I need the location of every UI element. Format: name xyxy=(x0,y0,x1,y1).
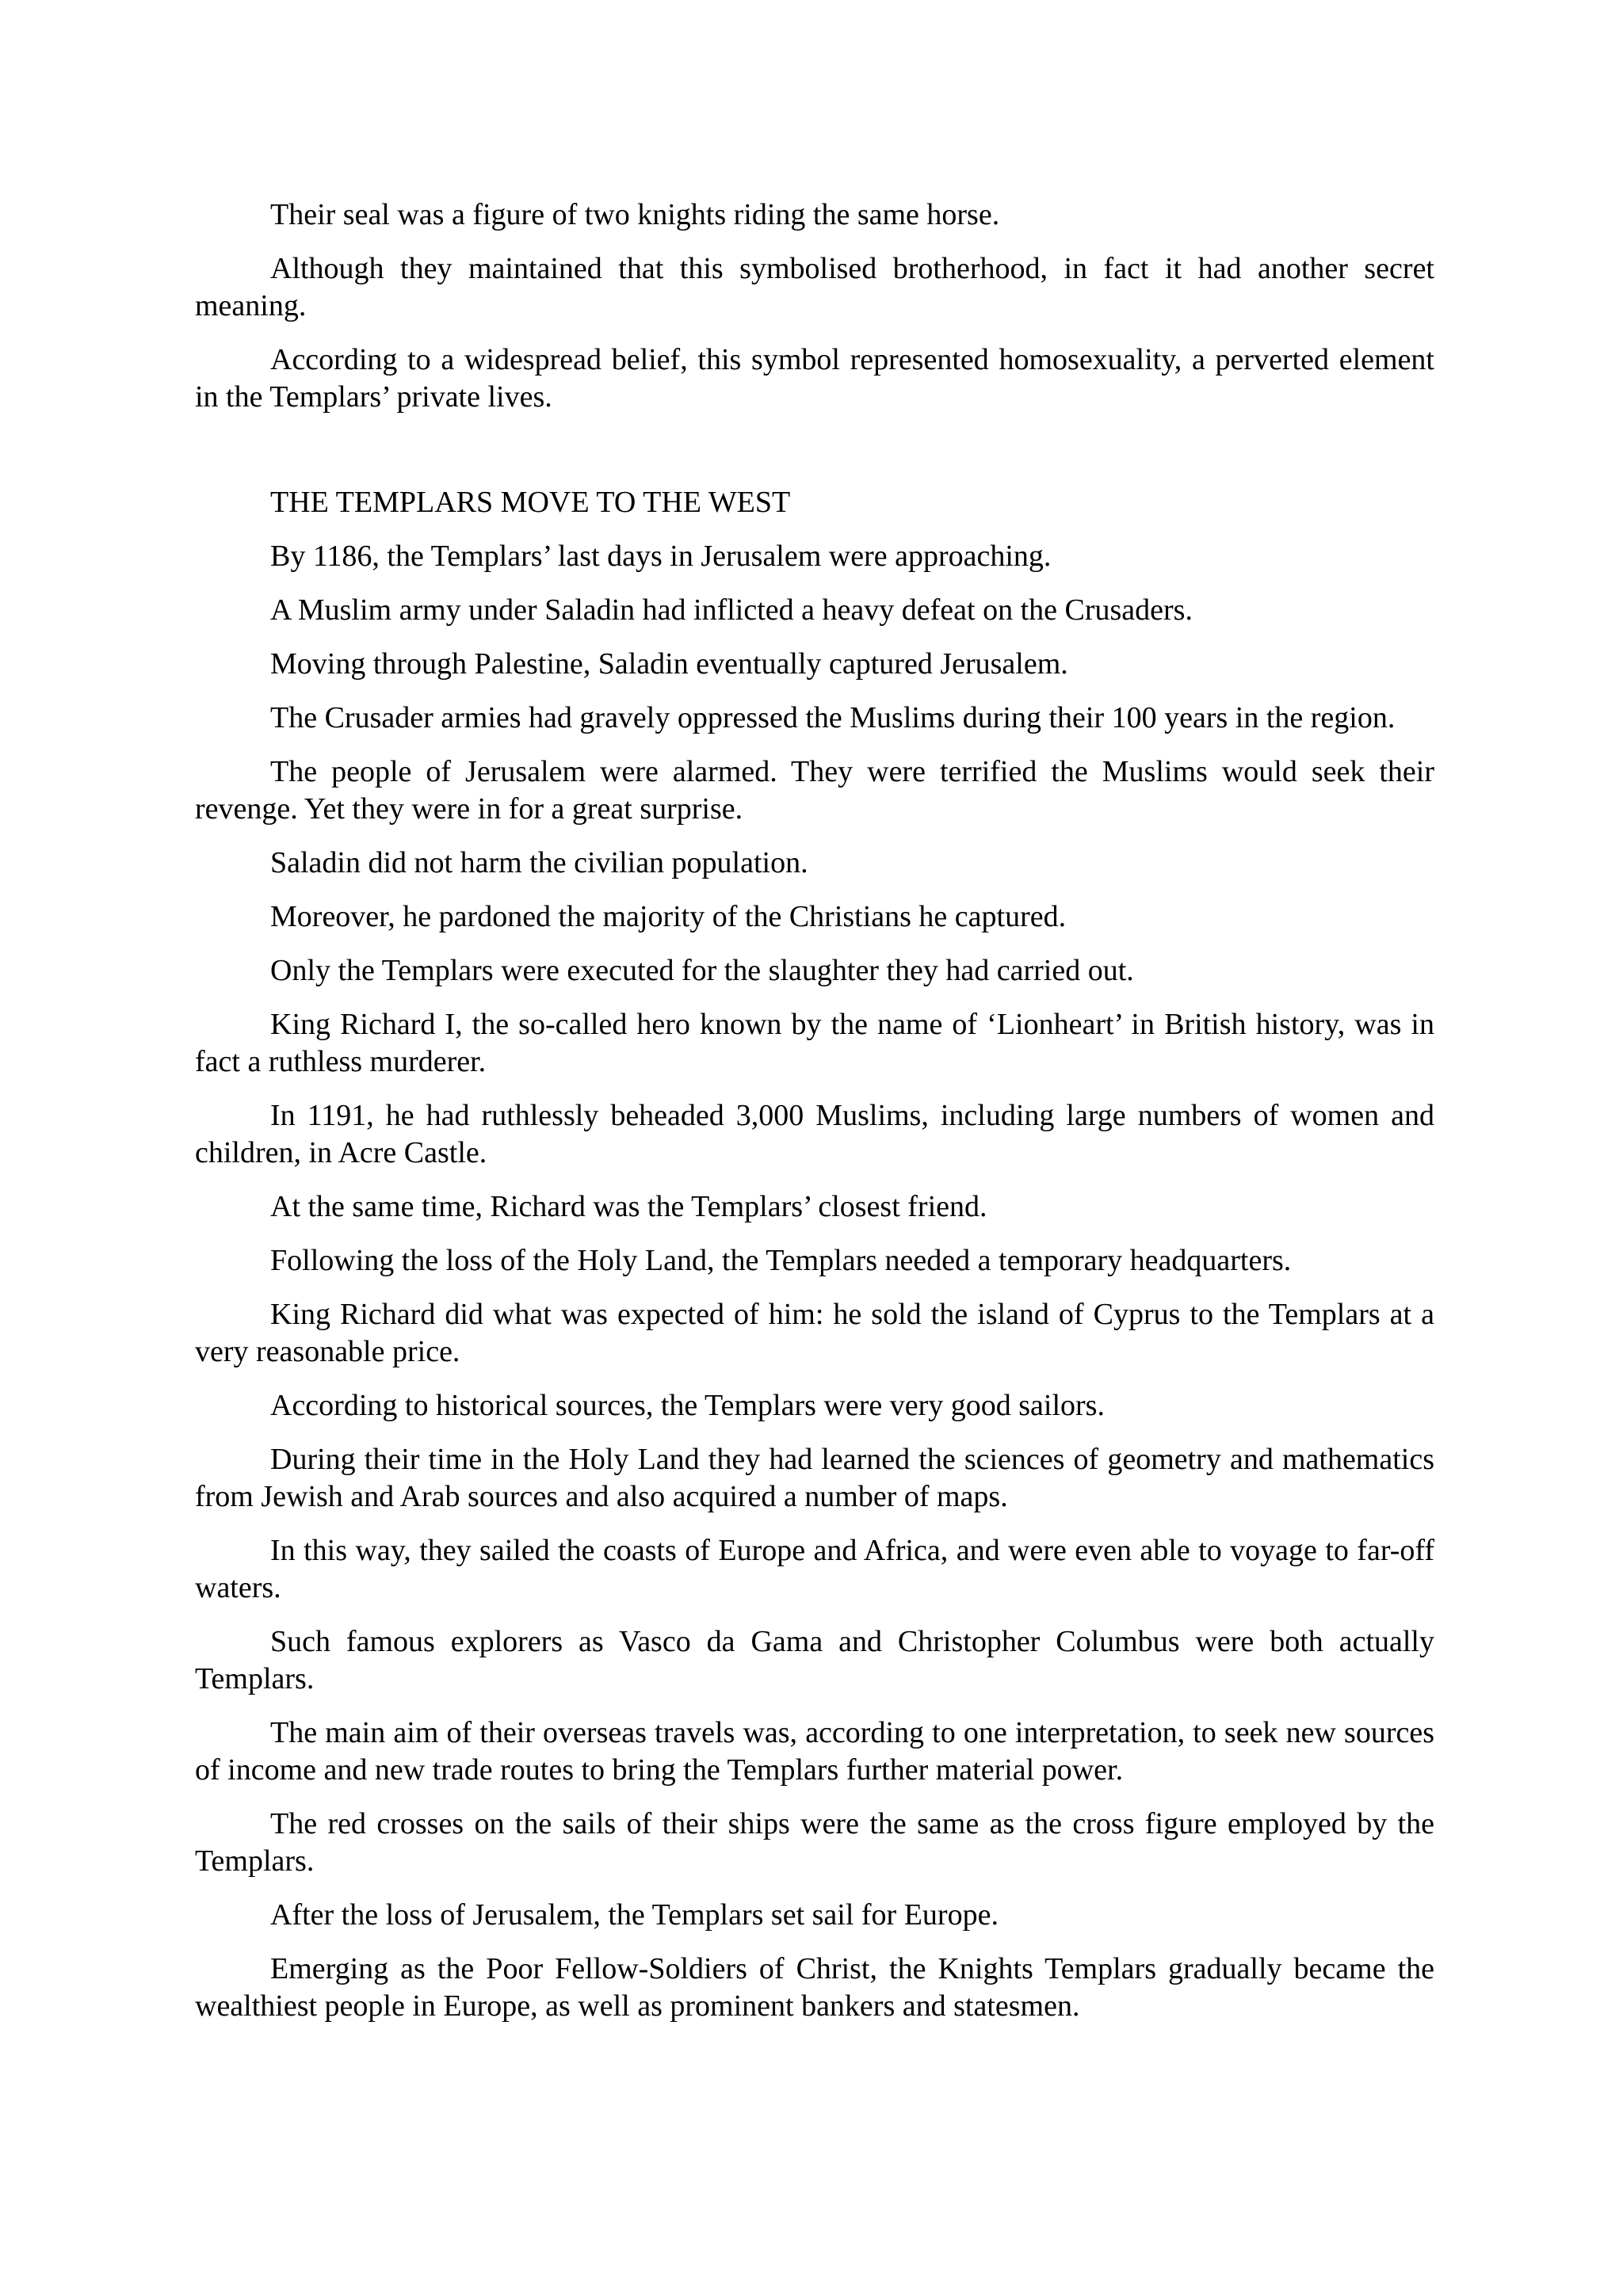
paragraph: The Crusader armies had gravely oppressed the Muslims during their 100 years in the region. xyxy=(270,701,1396,734)
paragraph: A Muslim army under Saladin had inflicted a heavy defeat on the Crusaders. xyxy=(270,593,1193,627)
paragraph: According to a widespread belief, this symbol represented homosexuality, a perverted element in the Templars’ private lives. xyxy=(195,343,1434,414)
paragraph: After the loss of Jerusalem, the Templars set sail for Europe. xyxy=(270,1898,999,1932)
paragraph: Only the Templars were executed for the slaughter they had carried out. xyxy=(270,954,1134,987)
paragraph: In this way, they sailed the coasts of Europe and Africa, and were even able to voyage to far-off waters. xyxy=(195,1534,1434,1604)
paragraph: Their seal was a figure of two knights riding the same horse. xyxy=(270,198,1000,231)
document-body xyxy=(195,196,1434,2042)
paragraph: The main aim of their overseas travels was, according to one interpretation, to seek new sources of income and new trade routes to bring the Templars further material power. xyxy=(195,1716,1434,1787)
paragraph: The people of Jerusalem were alarmed. They were terrified the Muslims would seek their revenge. Yet they were in for a great surprise. xyxy=(195,755,1434,826)
paragraph: King Richard I, the so-called hero known by the name of ‘Lionheart’ in British history, was in fact a ruthless murderer. xyxy=(195,1008,1434,1078)
paragraph: Although they maintained that this symbolised brotherhood, in fact it had another secret meaning. xyxy=(195,252,1434,322)
section-spacer xyxy=(195,433,1434,484)
paragraph: Emerging as the Poor Fellow-Soldiers of Christ, the Knights Templars gradually became the wealthiest people in Europe, as well as prominent bankers and statesmen. xyxy=(195,1952,1434,2023)
section-heading: THE TEMPLARS MOVE TO THE WEST xyxy=(270,486,791,519)
paragraph: Saladin did not harm the civilian population. xyxy=(270,846,808,879)
paragraph: Such famous explorers as Vasco da Gama and Christopher Columbus were both actually Templars. xyxy=(195,1625,1434,1695)
paragraph: Moreover, he pardoned the majority of the Christians he captured. xyxy=(270,900,1067,933)
paragraph: Moving through Palestine, Saladin eventually captured Jerusalem. xyxy=(270,647,1068,681)
paragraph: The red crosses on the sails of their ships were the same as the cross figure employed by the Templars. xyxy=(195,1807,1434,1878)
paragraph: According to historical sources, the Templars were very good sailors. xyxy=(270,1389,1105,1422)
paragraph: In 1191, he had ruthlessly beheaded 3,000 Muslims, including large numbers of women and children, in Acre Castle. xyxy=(195,1099,1434,1169)
paragraph: At the same time, Richard was the Templars’ closest friend. xyxy=(270,1190,987,1223)
paragraph: Following the loss of the Holy Land, the Templars needed a temporary headquarters. xyxy=(270,1244,1292,1277)
paragraph: King Richard did what was expected of him: he sold the island of Cyprus to the Templars at a very reasonable price. xyxy=(195,1298,1434,1368)
paragraph: By 1186, the Templars’ last days in Jerusalem were approaching. xyxy=(270,540,1052,573)
paragraph: During their time in the Holy Land they had learned the sciences of geometry and mathematics from Jewish and Arab sources and also acquired a number of maps. xyxy=(195,1443,1434,1513)
